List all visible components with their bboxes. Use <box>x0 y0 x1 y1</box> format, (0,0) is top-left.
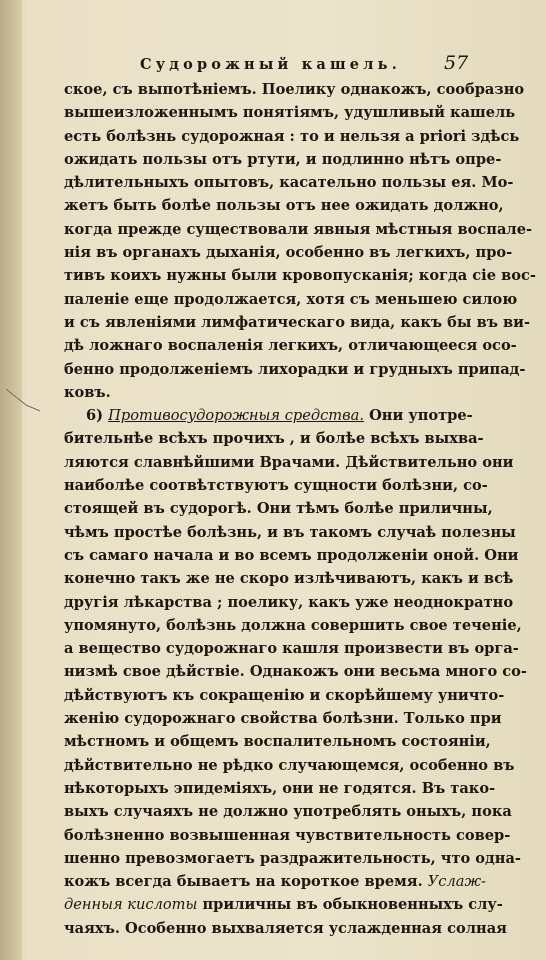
text-line-part: приличны въ обыкновенныхъ слу- <box>202 896 503 914</box>
text-line: выхъ случаяхъ не должно употреблять оныхъ, пока <box>64 803 512 821</box>
text-line: тивъ коихъ нужны были кровопусканія; когда сіе вос- <box>64 267 536 285</box>
text-line: чѣмъ простѣе болѣзнь, и въ такомъ случаѣ полезны <box>64 523 516 541</box>
text-line-with-italic <box>64 893 503 916</box>
section-first-line-rest: Они употре- <box>369 407 473 425</box>
text-line: паленіе еще продолжается, хотя съ меньшею силою <box>64 290 518 308</box>
running-title: Судорожный кашель. <box>140 56 401 73</box>
text-line: когда прежде существовали явныя мѣстныя воспале- <box>64 220 533 238</box>
text-line: бительнѣе всѣхъ прочихъ , и болѣе всѣхъ выхва- <box>64 430 484 448</box>
text-line: дѣйствительно не рѣдко случающемся, особенно въ <box>64 756 515 774</box>
text-line: конечно такъ же не скоро излѣчиваютъ, какъ и всѣ <box>64 570 514 588</box>
text-line: есть болѣзнь судорожная : то и нельзя a priori здѣсь <box>64 127 520 145</box>
page-number: 57 <box>444 52 469 74</box>
text-line: стоящей въ судорогѣ. Они тѣмъ болѣе приличны, <box>64 500 493 518</box>
text-line: дѣйствуютъ къ сокращенію и скорѣйшему уничто- <box>64 686 505 704</box>
text-line: ковъ. <box>64 383 111 401</box>
section-heading-line <box>64 404 472 427</box>
text-line: ожидать пользы отъ ртути, и подлинно нѣтъ опре- <box>64 150 502 168</box>
italic-term: денныя кислоты <box>64 896 198 914</box>
text-line: съ самаго начала и во всемъ продолженіи оной. Они <box>64 546 519 564</box>
text-line: мѣстномъ и общемъ воспалительномъ состояніи, <box>64 733 491 751</box>
text-line-part: кожъ всегда бываетъ на короткое время. <box>64 873 423 891</box>
text-line: жетъ быть болѣе пользы отъ нее ожидать должно, <box>64 197 504 215</box>
text-line: упомянуто, болѣзнь должна совершить свое теченіе, <box>64 616 522 634</box>
text-line: болѣзненно возвышенная чувствительность совер- <box>64 826 511 844</box>
page-gutter-shadow <box>0 0 22 960</box>
text-line: наиболѣе соотвѣтствуютъ сущности болѣзни, со- <box>64 477 488 495</box>
text-line: низмѣ свое дѣйствіе. Однакожъ они весьма много со- <box>64 663 527 681</box>
text-line: шенно превозмогаетъ раздражительность, что одна- <box>64 849 521 867</box>
text-line: другія лѣкарства ; поелику, какъ уже неоднократно <box>64 593 514 611</box>
text-line-with-italic <box>64 870 486 893</box>
text-line: ляются славнѣйшими Врачами. Дѣйствительно они <box>64 453 514 471</box>
text-line: ское, съ выпотѣніемъ. Поелику однакожъ, сообразно <box>64 81 525 98</box>
text-line: вышеизложеннымъ понятіямъ, удушливый кашель <box>64 104 516 122</box>
section-heading: Противосудорожныя средства. <box>108 407 364 425</box>
text-line: нія въ органахъ дыханія, особенно въ легкихъ, про- <box>64 244 513 262</box>
margin-pencil-mark <box>4 385 44 415</box>
text-line: женію судорожнаго свойства болѣзни. Только при <box>64 710 502 728</box>
text-line: дѣ ложнаго воспаленія легкихъ, отличающееся осо- <box>64 337 517 355</box>
text-line: и съ явленіями лимфатическаго вида, какъ бы въ ви- <box>64 313 531 331</box>
page-header <box>0 52 546 76</box>
text-line: чаяхъ. Особенно выхваляется услажденная солная <box>64 919 507 937</box>
section-number: 6) <box>86 407 104 425</box>
italic-term-part: Услаж- <box>427 873 486 891</box>
text-line: нѣкоторыхъ эпидеміяхъ, они не годятся. Въ тако- <box>64 779 496 797</box>
text-line: дѣлительныхъ опытовъ, касательно пользы ея. Мо- <box>64 174 514 192</box>
text-line: бенно продолженіемъ лихорадки и грудныхъ припад- <box>64 360 526 378</box>
text-line: а вещество судорожнаго кашля произвести въ орга- <box>64 640 519 658</box>
body-text <box>64 78 536 940</box>
